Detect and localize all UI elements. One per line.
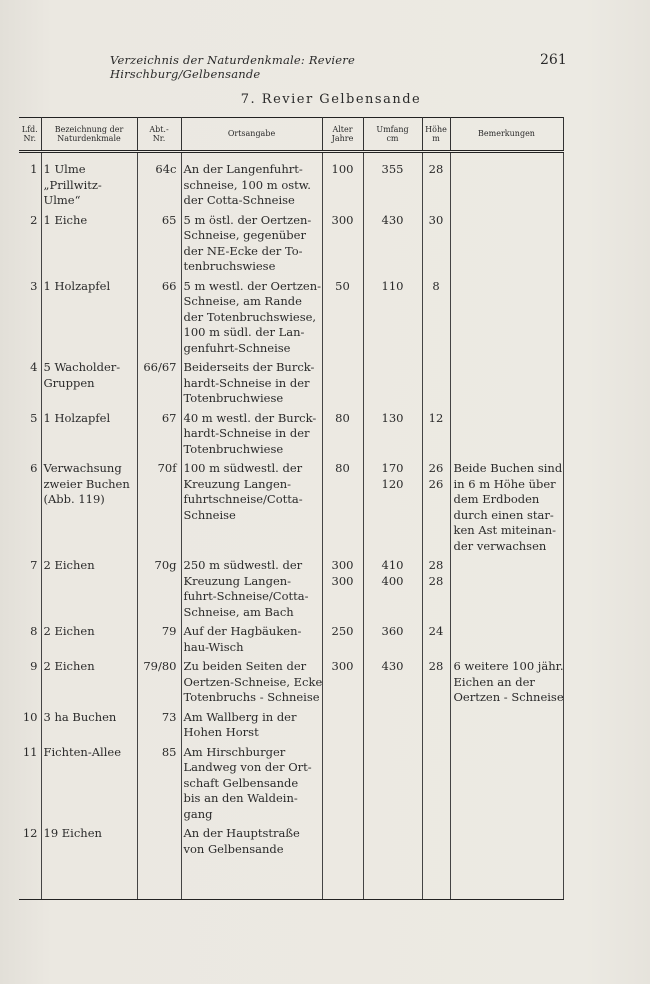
col-header-lfd-nr: Lfd. Nr. bbox=[19, 118, 41, 152]
cell-bemerkungen bbox=[450, 706, 563, 741]
page-number: 261 bbox=[540, 52, 567, 68]
cell-bemerkungen bbox=[450, 275, 563, 357]
cell-bemerkungen bbox=[450, 209, 563, 275]
cell-ortsangabe-line: Totenbruchwiese bbox=[183, 391, 284, 405]
col-header-hoehe: Höhe m bbox=[422, 118, 450, 152]
cell-lfd-nr: 11 bbox=[19, 741, 41, 823]
cell-ortsangabe-line: der NE-Ecke der To- bbox=[183, 243, 303, 258]
cell-hoehe-line: 8 bbox=[432, 278, 440, 293]
cell-umfang bbox=[363, 741, 422, 823]
cell-ortsangabe-line: hardt-Schneise in der bbox=[183, 426, 310, 440]
cell-hoehe-line: 24 bbox=[428, 624, 444, 638]
cell-ortsangabe bbox=[181, 620, 322, 655]
cell-umfang-line: 360 bbox=[381, 624, 404, 638]
cell-hoehe bbox=[422, 356, 450, 407]
cell-umfang bbox=[363, 655, 422, 706]
cell-abt-nr: 67 bbox=[137, 407, 181, 458]
cell-lfd-nr: 5 bbox=[19, 407, 41, 458]
col-header-ortsangabe: Ortsangabe bbox=[181, 118, 322, 152]
cell-umfang bbox=[363, 152, 422, 209]
cell-umfang-line: 110 bbox=[381, 278, 404, 293]
cell-ortsangabe-line: hau-Wisch bbox=[183, 639, 244, 654]
cell-ortsangabe-line: schneise, 100 m ostw. bbox=[183, 177, 311, 192]
cell-bemerkungen-line: dem Erdboden bbox=[453, 492, 540, 506]
cell-alter bbox=[322, 275, 363, 357]
cell-ortsangabe-line: Zu beiden Seiten der bbox=[183, 659, 307, 673]
cell-bezeichnung-line: 3 ha Buchen bbox=[43, 709, 117, 724]
cell-alter bbox=[322, 209, 363, 275]
empty-cell bbox=[41, 857, 137, 900]
cell-alter-line: 300 bbox=[331, 212, 354, 227]
cell-bezeichnung bbox=[41, 706, 137, 741]
empty-cell bbox=[137, 857, 181, 900]
cell-bezeichnung-line: Ulme“ bbox=[43, 193, 81, 207]
cell-lfd-nr: 9 bbox=[19, 655, 41, 706]
cell-bemerkungen bbox=[450, 457, 563, 554]
cell-ortsangabe-line: genfuhrt-Schneise bbox=[183, 340, 291, 355]
cell-umfang bbox=[363, 209, 422, 275]
cell-ortsangabe-line: Am Hirschburger bbox=[183, 744, 286, 759]
cell-hoehe bbox=[422, 152, 450, 209]
cell-ortsangabe-line: fuhrt-Schneise/Cotta- bbox=[183, 589, 309, 603]
table-row bbox=[19, 209, 563, 275]
cell-bezeichnung bbox=[41, 620, 137, 655]
cell-alter-line: 300 bbox=[331, 659, 354, 673]
cell-abt-nr: 66 bbox=[137, 275, 181, 357]
cell-hoehe bbox=[422, 407, 450, 458]
cell-lfd-nr: 10 bbox=[19, 706, 41, 741]
cell-hoehe-line: 28 bbox=[428, 573, 444, 588]
cell-ortsangabe-line: Oertzen-Schneise, Ecke bbox=[183, 674, 323, 689]
cell-hoehe bbox=[422, 275, 450, 357]
cell-bezeichnung bbox=[41, 209, 137, 275]
cell-ortsangabe bbox=[181, 356, 322, 407]
cell-umfang bbox=[363, 457, 422, 554]
cell-umfang-line: 410 bbox=[381, 558, 404, 572]
cell-umfang-line: 120 bbox=[381, 476, 404, 491]
cell-ortsangabe-line: Totenbruchwiese bbox=[183, 441, 284, 456]
cell-ortsangabe-line: An der Langenfuhrt- bbox=[183, 162, 303, 176]
table-row bbox=[19, 407, 563, 458]
cell-ortsangabe bbox=[181, 152, 322, 209]
cell-ortsangabe-line: Hohen Horst bbox=[183, 725, 259, 739]
cell-umfang bbox=[363, 706, 422, 741]
cell-alter bbox=[322, 554, 363, 620]
cell-bemerkungen bbox=[450, 152, 563, 209]
running-head: Verzeichnis der Naturdenkmale: Reviere Hirschburg/Gelbensande bbox=[110, 53, 356, 81]
cell-bezeichnung-line: 1 Holzapfel bbox=[43, 278, 111, 293]
cell-hoehe-line: 26 bbox=[428, 476, 444, 491]
table-row bbox=[19, 741, 563, 823]
cell-umfang-line: 430 bbox=[381, 212, 404, 227]
cell-alter-line: 300 bbox=[331, 558, 354, 572]
table-body bbox=[19, 152, 563, 900]
cell-hoehe-line: 28 bbox=[428, 162, 444, 176]
cell-alter bbox=[322, 152, 363, 209]
cell-hoehe-line: 28 bbox=[428, 659, 444, 673]
cell-alter bbox=[322, 356, 363, 407]
cell-bezeichnung-line: (Abb. 119) bbox=[43, 492, 105, 506]
col-header-umfang: Umfang cm bbox=[363, 118, 422, 152]
section-title: 7. Revier Gelbensande bbox=[240, 92, 422, 107]
col-header-alter: Alter Jahre bbox=[322, 118, 363, 152]
cell-umfang bbox=[363, 554, 422, 620]
cell-hoehe-line: 28 bbox=[428, 558, 444, 572]
cell-hoehe bbox=[422, 741, 450, 823]
cell-bemerkungen bbox=[450, 655, 563, 706]
cell-bemerkungen-line: Beide Buchen sind bbox=[453, 461, 563, 475]
cell-ortsangabe-line: Schneise bbox=[183, 507, 236, 522]
table-header bbox=[19, 118, 563, 152]
cell-bemerkungen-line: in 6 m Höhe über bbox=[453, 476, 556, 491]
cell-hoehe bbox=[422, 706, 450, 741]
cell-alter-line: 50 bbox=[335, 278, 350, 293]
cell-abt-nr: 64c bbox=[137, 152, 181, 209]
cell-hoehe-line: 26 bbox=[428, 461, 444, 475]
cell-bezeichnung-line: 1 Ulme bbox=[43, 162, 86, 176]
cell-abt-nr: 65 bbox=[137, 209, 181, 275]
cell-hoehe-line: 12 bbox=[428, 410, 444, 425]
cell-ortsangabe bbox=[181, 655, 322, 706]
empty-cell bbox=[363, 857, 422, 900]
cell-alter bbox=[322, 655, 363, 706]
cell-ortsangabe-line: von Gelbensande bbox=[183, 841, 284, 856]
cell-bemerkungen-line: der verwachsen bbox=[453, 538, 547, 553]
cell-ortsangabe-line: Schneise, gegenüber bbox=[183, 228, 306, 242]
cell-hoehe bbox=[422, 822, 450, 857]
cell-ortsangabe-line: Schneise, am Rande bbox=[183, 294, 302, 308]
table-row bbox=[19, 706, 563, 741]
cell-alter-line: 250 bbox=[331, 624, 354, 638]
cell-ortsangabe bbox=[181, 457, 322, 554]
cell-bezeichnung-line: 1 Eiche bbox=[43, 212, 88, 227]
cell-ortsangabe-line: Beiderseits der Burck- bbox=[183, 360, 315, 374]
cell-bezeichnung-line: Fichten-Allee bbox=[43, 744, 121, 759]
cell-ortsangabe-line: hardt-Schneise in der bbox=[183, 375, 310, 390]
cell-bezeichnung bbox=[41, 822, 137, 857]
cell-ortsangabe-line: bis an den Waldein- bbox=[183, 791, 298, 805]
cell-ortsangabe-line: 100 m südl. der Lan- bbox=[183, 325, 305, 339]
cell-ortsangabe bbox=[181, 407, 322, 458]
cell-bemerkungen bbox=[450, 741, 563, 823]
cell-umfang-line: 400 bbox=[381, 573, 404, 588]
cell-ortsangabe-line: tenbruchswiese bbox=[183, 259, 276, 273]
cell-bezeichnung bbox=[41, 457, 137, 554]
cell-bezeichnung-line: zweier Buchen bbox=[43, 476, 130, 491]
cell-lfd-nr: 6 bbox=[19, 457, 41, 554]
table-row bbox=[19, 620, 563, 655]
cell-hoehe bbox=[422, 655, 450, 706]
table-row bbox=[19, 275, 563, 357]
cell-bezeichnung-line: 5 Wacholder- bbox=[43, 360, 121, 374]
cell-ortsangabe-line: Auf der Hagbäuken- bbox=[183, 624, 302, 638]
cell-ortsangabe-line: der Totenbruchswiese, bbox=[183, 309, 317, 324]
cell-bezeichnung bbox=[41, 356, 137, 407]
cell-ortsangabe bbox=[181, 706, 322, 741]
cell-alter-line: 300 bbox=[331, 573, 354, 588]
cell-abt-nr: 73 bbox=[137, 706, 181, 741]
cell-ortsangabe bbox=[181, 741, 322, 823]
cell-ortsangabe-line: Schneise, am Bach bbox=[183, 604, 294, 619]
cell-bezeichnung bbox=[41, 152, 137, 209]
cell-umfang bbox=[363, 620, 422, 655]
cell-ortsangabe-line: An der Hauptstraße bbox=[183, 826, 300, 840]
cell-alter bbox=[322, 741, 363, 823]
col-header-abt-nr: Abt.- Nr. bbox=[137, 118, 181, 152]
cell-umfang bbox=[363, 407, 422, 458]
cell-bezeichnung bbox=[41, 741, 137, 823]
cell-ortsangabe-line: der Cotta-Schneise bbox=[183, 193, 295, 207]
cell-abt-nr bbox=[137, 822, 181, 857]
cell-bemerkungen bbox=[450, 822, 563, 857]
cell-bezeichnung-line: 1 Holzapfel bbox=[43, 410, 111, 425]
cell-ortsangabe bbox=[181, 209, 322, 275]
natural-monuments-table bbox=[19, 117, 564, 900]
empty-cell bbox=[19, 857, 41, 900]
cell-bezeichnung-line: „Prillwitz- bbox=[43, 177, 102, 192]
cell-bemerkungen-line: 6 weitere 100 jähr. bbox=[453, 659, 564, 673]
table-row bbox=[19, 655, 563, 706]
cell-umfang bbox=[363, 356, 422, 407]
cell-ortsangabe-line: Am Wallberg in der bbox=[183, 709, 297, 724]
cell-lfd-nr: 3 bbox=[19, 275, 41, 357]
cell-bemerkungen bbox=[450, 554, 563, 620]
cell-bemerkungen bbox=[450, 356, 563, 407]
cell-ortsangabe-line: Kreuzung Langen- bbox=[183, 476, 292, 491]
cell-bezeichnung bbox=[41, 554, 137, 620]
cell-bemerkungen bbox=[450, 407, 563, 458]
cell-bemerkungen-line: ken Ast miteinan- bbox=[453, 523, 557, 537]
table-bottom-rule bbox=[19, 857, 563, 900]
cell-umfang bbox=[363, 275, 422, 357]
cell-ortsangabe-line: Totenbruchs - Schneise bbox=[183, 690, 320, 704]
cell-hoehe bbox=[422, 554, 450, 620]
cell-bezeichnung-line: Gruppen bbox=[43, 375, 95, 390]
cell-lfd-nr: 12 bbox=[19, 822, 41, 857]
empty-cell bbox=[181, 857, 322, 900]
cell-abt-nr: 79 bbox=[137, 620, 181, 655]
cell-bemerkungen-line: Oertzen - Schneise bbox=[453, 690, 564, 704]
cell-abt-nr: 70g bbox=[137, 554, 181, 620]
table-row bbox=[19, 822, 563, 857]
cell-ortsangabe-line: gang bbox=[183, 806, 213, 821]
cell-ortsangabe-line: 5 m westl. der Oertzen- bbox=[183, 278, 322, 293]
cell-lfd-nr: 2 bbox=[19, 209, 41, 275]
cell-ortsangabe-line: Kreuzung Langen- bbox=[183, 573, 292, 588]
cell-ortsangabe-line: Landweg von der Ort- bbox=[183, 760, 312, 774]
cell-lfd-nr: 8 bbox=[19, 620, 41, 655]
cell-alter bbox=[322, 706, 363, 741]
empty-cell bbox=[422, 857, 450, 900]
cell-alter bbox=[322, 620, 363, 655]
cell-alter-line: 100 bbox=[331, 162, 354, 176]
cell-alter-line: 80 bbox=[335, 461, 350, 475]
cell-bezeichnung bbox=[41, 275, 137, 357]
empty-cell bbox=[322, 857, 363, 900]
cell-alter bbox=[322, 407, 363, 458]
cell-ortsangabe-line: 5 m östl. der Oertzen- bbox=[183, 212, 312, 227]
cell-ortsangabe-line: 100 m südwestl. der bbox=[183, 461, 303, 475]
cell-hoehe bbox=[422, 457, 450, 554]
cell-ortsangabe bbox=[181, 822, 322, 857]
cell-lfd-nr: 1 bbox=[19, 152, 41, 209]
table-row bbox=[19, 554, 563, 620]
cell-ortsangabe bbox=[181, 554, 322, 620]
col-header-bemerkungen: Bemerkungen bbox=[450, 118, 563, 152]
cell-umfang-line: 355 bbox=[381, 162, 404, 176]
cell-bezeichnung-line: 2 Eichen bbox=[43, 558, 95, 572]
cell-alter bbox=[322, 457, 363, 554]
cell-bezeichnung-line: Verwachsung bbox=[43, 461, 122, 475]
cell-bezeichnung-line: 2 Eichen bbox=[43, 659, 95, 673]
table-row bbox=[19, 457, 563, 554]
cell-lfd-nr: 7 bbox=[19, 554, 41, 620]
cell-umfang-line: 130 bbox=[381, 410, 404, 425]
table-row bbox=[19, 356, 563, 407]
cell-bezeichnung-line: 19 Eichen bbox=[43, 826, 102, 840]
cell-umfang-line: 430 bbox=[381, 659, 404, 673]
empty-cell bbox=[450, 857, 563, 900]
cell-hoehe bbox=[422, 620, 450, 655]
cell-abt-nr: 66/67 bbox=[137, 356, 181, 407]
cell-bezeichnung-line: 2 Eichen bbox=[43, 624, 95, 638]
cell-abt-nr: 85 bbox=[137, 741, 181, 823]
cell-abt-nr: 70f bbox=[137, 457, 181, 554]
cell-bemerkungen-line: durch einen star- bbox=[453, 507, 554, 522]
cell-umfang bbox=[363, 822, 422, 857]
cell-alter-line: 80 bbox=[335, 410, 350, 425]
cell-ortsangabe-line: 250 m südwestl. der bbox=[183, 558, 303, 572]
table-row bbox=[19, 152, 563, 209]
cell-bemerkungen-line: Eichen an der bbox=[453, 674, 535, 689]
cell-ortsangabe-line: fuhrtschneise/Cotta- bbox=[183, 492, 303, 506]
cell-hoehe-line: 30 bbox=[428, 212, 444, 227]
col-header-bezeichnung: Bezeichnung der Naturdenkmale bbox=[41, 118, 137, 152]
cell-bezeichnung bbox=[41, 407, 137, 458]
cell-hoehe bbox=[422, 209, 450, 275]
cell-abt-nr: 79/80 bbox=[137, 655, 181, 706]
cell-ortsangabe bbox=[181, 275, 322, 357]
cell-ortsangabe-line: schaft Gelbensande bbox=[183, 775, 299, 790]
cell-alter bbox=[322, 822, 363, 857]
cell-bezeichnung bbox=[41, 655, 137, 706]
cell-bemerkungen bbox=[450, 620, 563, 655]
cell-umfang-line: 170 bbox=[381, 461, 404, 475]
cell-ortsangabe-line: 40 m westl. der Burck- bbox=[183, 410, 317, 425]
cell-lfd-nr: 4 bbox=[19, 356, 41, 407]
